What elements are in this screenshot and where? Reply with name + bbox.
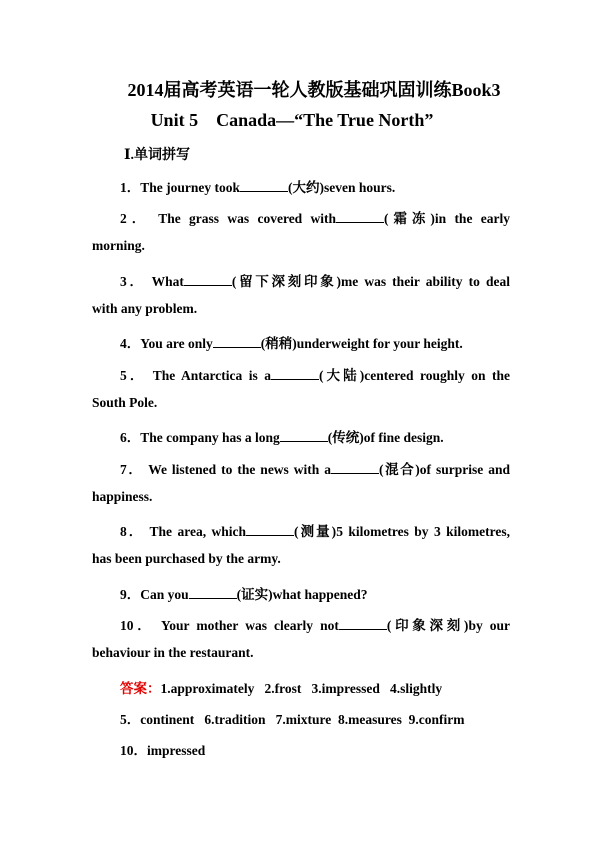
- answers-row-3: 10．impressed: [120, 743, 206, 758]
- question-4: 4．You are only (稍稍)underweight for your height.: [120, 336, 463, 351]
- question-3: 3． What (留下深刻印象)me was their ability to deal: [120, 274, 511, 289]
- section-heading: Ⅰ.单词拼写: [124, 148, 191, 163]
- page-title: 2014届高考英语一轮人教版基础巩固训练Book3: [127, 80, 501, 100]
- answers-row-2: 5．continent 6.tradition 7.mixture 8.measures 9.confirm: [120, 712, 465, 727]
- answers-row-1: 答案：1.approximately 2.frost 3.impressed 4.slightly: [120, 681, 443, 696]
- answer-blank: [184, 273, 232, 286]
- answer-blank: [336, 210, 384, 223]
- question-2: 2． The grass was covered with (霜冻)in the early: [120, 211, 510, 226]
- question-5-cont: South Pole.: [92, 395, 158, 410]
- answer-blank: [213, 335, 261, 348]
- question-10-cont: behaviour in the restaurant.: [92, 645, 254, 660]
- answer-blank: [271, 367, 319, 380]
- question-7-cont: happiness.: [92, 489, 153, 504]
- question-8-cont: has been purchased by the army.: [92, 551, 281, 566]
- question-10: 10． Your mother was clearly not (印象深刻)by our: [120, 618, 511, 633]
- question-1: 1．The journey took (大约)seven hours.: [120, 180, 396, 195]
- question-5: 5． The Antarctica is a (大陆)centered roughly on the: [120, 368, 511, 383]
- question-7: 7． We listened to the news with a (混合)of surprise and: [120, 462, 511, 477]
- answer-blank: [189, 586, 237, 599]
- question-2-cont: morning.: [92, 238, 145, 253]
- answer-blank: [246, 523, 294, 536]
- answers-label: 答案：: [120, 681, 161, 696]
- unit-subtitle: Unit 5 Canada—“The True North”: [150, 110, 434, 130]
- question-8: 8． The area, which (测量)5 kilometres by 3 kilometres,: [120, 524, 510, 539]
- answer-blank: [280, 429, 328, 442]
- answer-blank: [331, 461, 379, 474]
- question-3-cont: with any problem.: [92, 301, 198, 316]
- answer-blank: [240, 179, 288, 192]
- question-9: 9．Can you (证实)what happened?: [120, 587, 368, 602]
- answer-blank: [339, 617, 387, 630]
- question-6: 6．The company has a long (传统)of fine design.: [120, 430, 444, 445]
